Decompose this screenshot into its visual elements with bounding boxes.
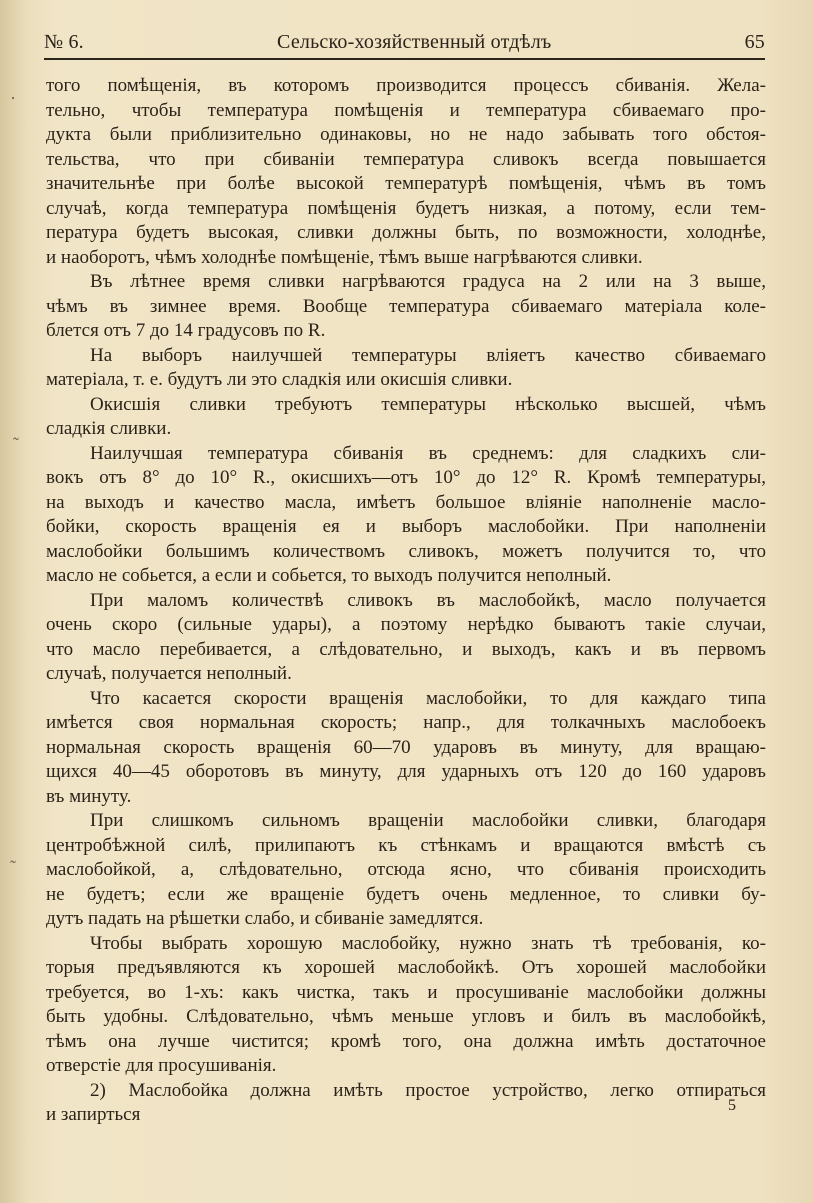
text-line: 2) Маслобойка должна имѣть простое устройство, легко отпираться [90,1079,766,1101]
text-line: центробѣжной силѣ, прилипаютъ къ стѣнкамъ и вращаются вмѣстѣ съ [46,834,766,856]
text-line: тельства, что при сбиваніи температура сливокъ всегда повышается [46,148,766,170]
text-line: щихся 40—45 оборотовъ въ минуту, для ударныхъ отъ 120 до 160 ударовъ [46,761,766,782]
issue-number: № 6. [44,30,84,53]
text-line: На выборъ наилучшей температуры вліяетъ качество сбиваемаго [90,344,766,366]
text-line: Наилучшая температура сбиванія въ среднемъ: для сладкихъ сли- [90,442,766,464]
text-line: бойки, скорость вращенія ея и выборъ маслобойки. При наполненіи [46,516,766,537]
text-line: масло не собьется, а если и собьется, то выходъ получится неполный. [46,565,612,586]
text-line: тельно, чтобы температура помѣщенія и температура сбиваемаго про- [46,99,766,121]
text-line: дукта были приблизительно одинаковы, но не надо забывать того обстоя- [46,124,766,145]
text-line: При маломъ количествѣ сливокъ въ маслобойкѣ, масло получается [90,589,766,611]
text-line: что масло перебивается, а слѣдовательно, и выходъ, какъ и въ первомъ [46,638,766,660]
page-number: 65 [744,30,765,53]
margin-mark: · [10,88,16,108]
text-line: въ минуту. [46,785,132,807]
text-line: матеріала, т. е. будутъ ли это сладкія или окисшія сливки. [46,369,513,390]
text-line: того помѣщенія, въ которомъ производится процессъ сбиванія. Жела- [46,75,766,96]
text-line: Въ лѣтнее время сливки нагрѣваются градуса на 2 или на 3 выше, [90,271,766,292]
text-line: быть удобны. Слѣдовательно, чѣмъ меньше угловъ и билъ въ маслобойкѣ, [46,1006,766,1027]
text-line: и запирться [46,1104,141,1125]
text-line: Окисшія сливки требуютъ температуры нѣсколько высшей, чѣмъ [90,393,766,415]
text-line: вокъ отъ 8° до 10° R., окисшихъ—отъ 10° до 12° R. Кромѣ температуры, [46,467,766,488]
margin-mark: ˜ [10,857,16,877]
text-line: дутъ падать на рѣшетки слабо, и сбиваніе замедлятся. [46,908,484,929]
text-line: Чтобы выбрать хорошую маслобойку, нужно знать тѣ требованія, ко- [90,932,766,954]
signature-number: 5 [728,1097,736,1114]
text-line: торыя предъявляются къ хорошей маслобойкѣ. Отъ хорошей маслобойки [46,957,766,978]
text-line: тѣмъ она лучше чистится; кромѣ того, она должна имѣть достаточное [46,1030,766,1052]
section-title: Сельско-хозяйственный отдѣлъ [277,30,552,53]
text-line: маслобойки большимъ количествомъ сливокъ, можетъ получится то, что [46,540,766,562]
text-line: не будетъ; если же вращеніе будетъ очень медленное, то сливки бу- [46,883,766,905]
text-line: и наоборотъ, чѣмъ холоднѣе помѣщеніе, тѣмъ выше нагрѣваются сливки. [46,246,643,268]
margin-mark: ˜ [13,434,19,454]
text-line: имѣется своя нормальная скорость; напр., для толкачныхъ маслобоекъ [46,712,766,733]
text-line: очень скоро (сильные удары), а поэтому нерѣдко бываютъ такіе случаи, [46,614,766,635]
header-rule [44,58,765,60]
text-line: значительнѣе при болѣе высокой температурѣ помѣщенія, чѣмъ въ томъ [46,173,766,194]
text-line: требуется, во 1-хъ: какъ чистка, такъ и просушиваніе маслобойки должны [46,981,766,1003]
text-line: При слишкомъ сильномъ вращеніи маслобойки сливки, благодаря [90,810,766,831]
text-line: блется отъ 7 до 14 градусовъ по R. [46,320,326,341]
text-line: сладкія сливки. [46,418,172,439]
text-line: чѣмъ въ зимнее время. Вообще температура сбиваемаго матеріала коле- [46,295,766,317]
text-line: на выходъ и качество масла, имѣетъ большое вліяніе наполненіе масло- [46,491,766,513]
text-line: нормальная скорость вращенія 60—70 ударовъ въ минуту, для вращаю- [46,736,766,758]
text-line: Что касается скорости вращенія маслобойки, то для каждаго типа [90,687,766,709]
text-line: случаѣ, когда температура помѣщенія будетъ низкая, а потому, если тем- [46,197,766,219]
main-text [46,74,766,1128]
text-line: случаѣ, получается неполный. [46,663,292,684]
text-line: маслобойкой, а, слѣдовательно, отсюда ясно, что сбиванія происходить [46,859,766,880]
page-header [44,28,765,56]
text-line: пература будетъ высокая, сливки должны быть, по возможности, холоднѣе, [46,222,766,243]
text-line: отверстіе для просушиванія. [46,1055,277,1076]
